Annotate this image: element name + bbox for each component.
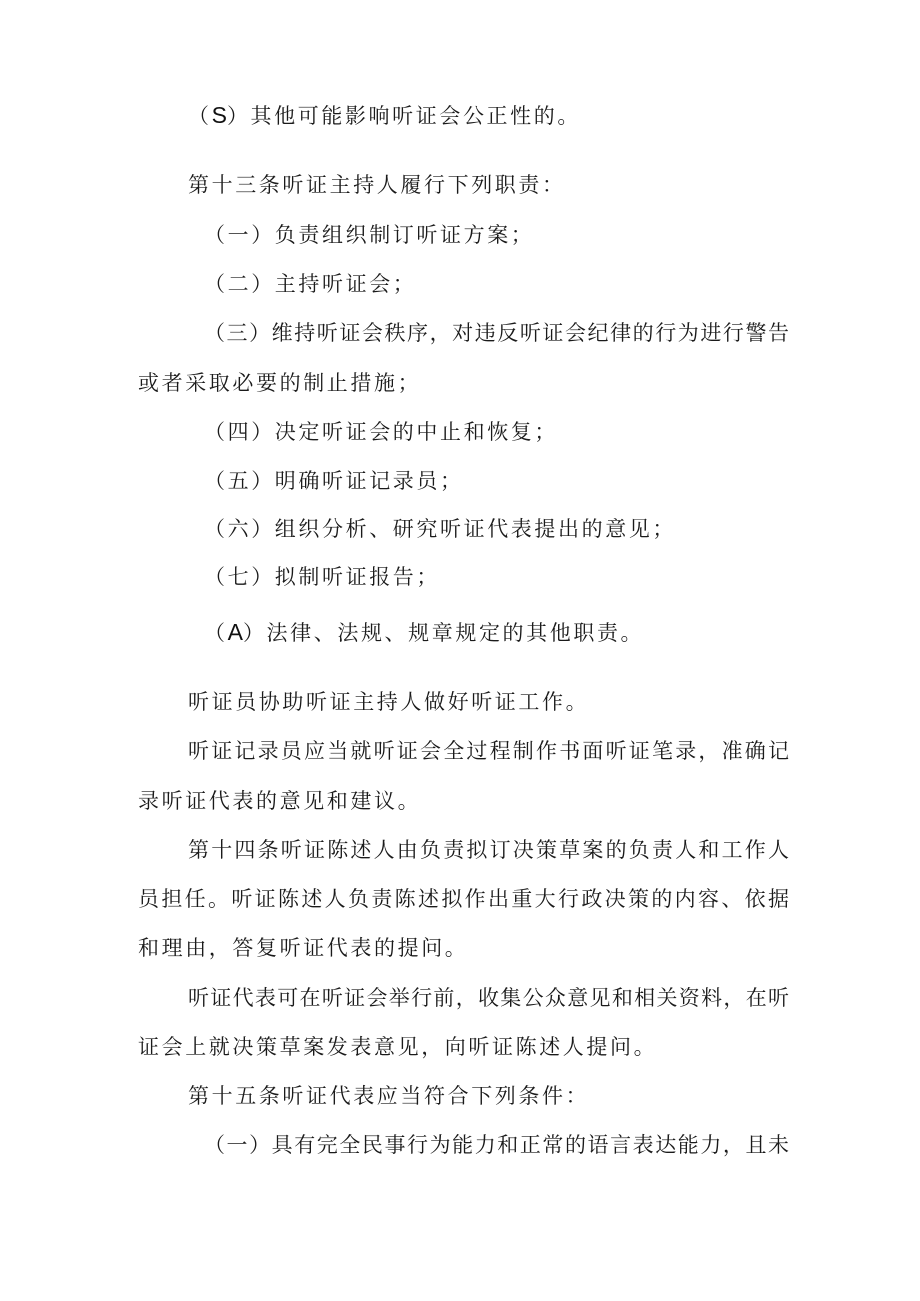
text-line: 员担任。听证陈述人负责陈述拟作出重大行政决策的内容、依据 <box>138 887 789 911</box>
text-line: 听证员协助听证主持人做好听证工作。 <box>188 690 590 714</box>
text-line: （一）负责组织制订听证方案； <box>204 223 535 247</box>
text-line: （六）组织分析、研究听证代表提出的意见； <box>204 517 676 541</box>
text-line: 听证记录员应当就听证会全过程制作书面听证笔录，准确记 <box>188 739 789 763</box>
article-13-heading: 第十三条听证主持人履行下列职责： <box>188 173 566 197</box>
list-marker-s: S <box>211 102 227 128</box>
text-line: （七）拟制听证报告； <box>204 565 440 589</box>
text-line: （二）主持听证会； <box>204 272 417 296</box>
text-line: 听证代表可在听证会举行前，收集公众意见和相关资料，在听 <box>188 986 789 1010</box>
article-14-heading: 第十四条听证陈述人由负责拟订决策草案的负责人和工作人 <box>188 838 789 862</box>
text-line: （A）法律、法规、规章规定的其他职责。 <box>204 619 645 645</box>
text-line: （五）明确听证记录员； <box>204 469 464 493</box>
article-15-heading: 第十五条听证代表应当符合下列条件： <box>188 1084 590 1108</box>
list-marker-a: A <box>227 619 243 645</box>
text-line: 和理由，答复听证代表的提问。 <box>138 936 469 960</box>
text-line: （三）维持听证会秩序，对违反听证会纪律的行为进行警告 <box>204 321 789 345</box>
text-line: （S）其他可能影响听证会公正性的。 <box>188 102 581 128</box>
text-line: 或者采取必要的制止措施； <box>138 371 422 395</box>
text-line: 证会上就决策草案发表意见，向听证陈述人提问。 <box>138 1035 658 1059</box>
text-line: 录听证代表的意见和建议。 <box>138 789 422 813</box>
text-line: （四）决定听证会的中止和恢复； <box>204 420 558 444</box>
text-line: （一）具有完全民事行为能力和正常的语言表达能力，且未 <box>204 1133 789 1157</box>
